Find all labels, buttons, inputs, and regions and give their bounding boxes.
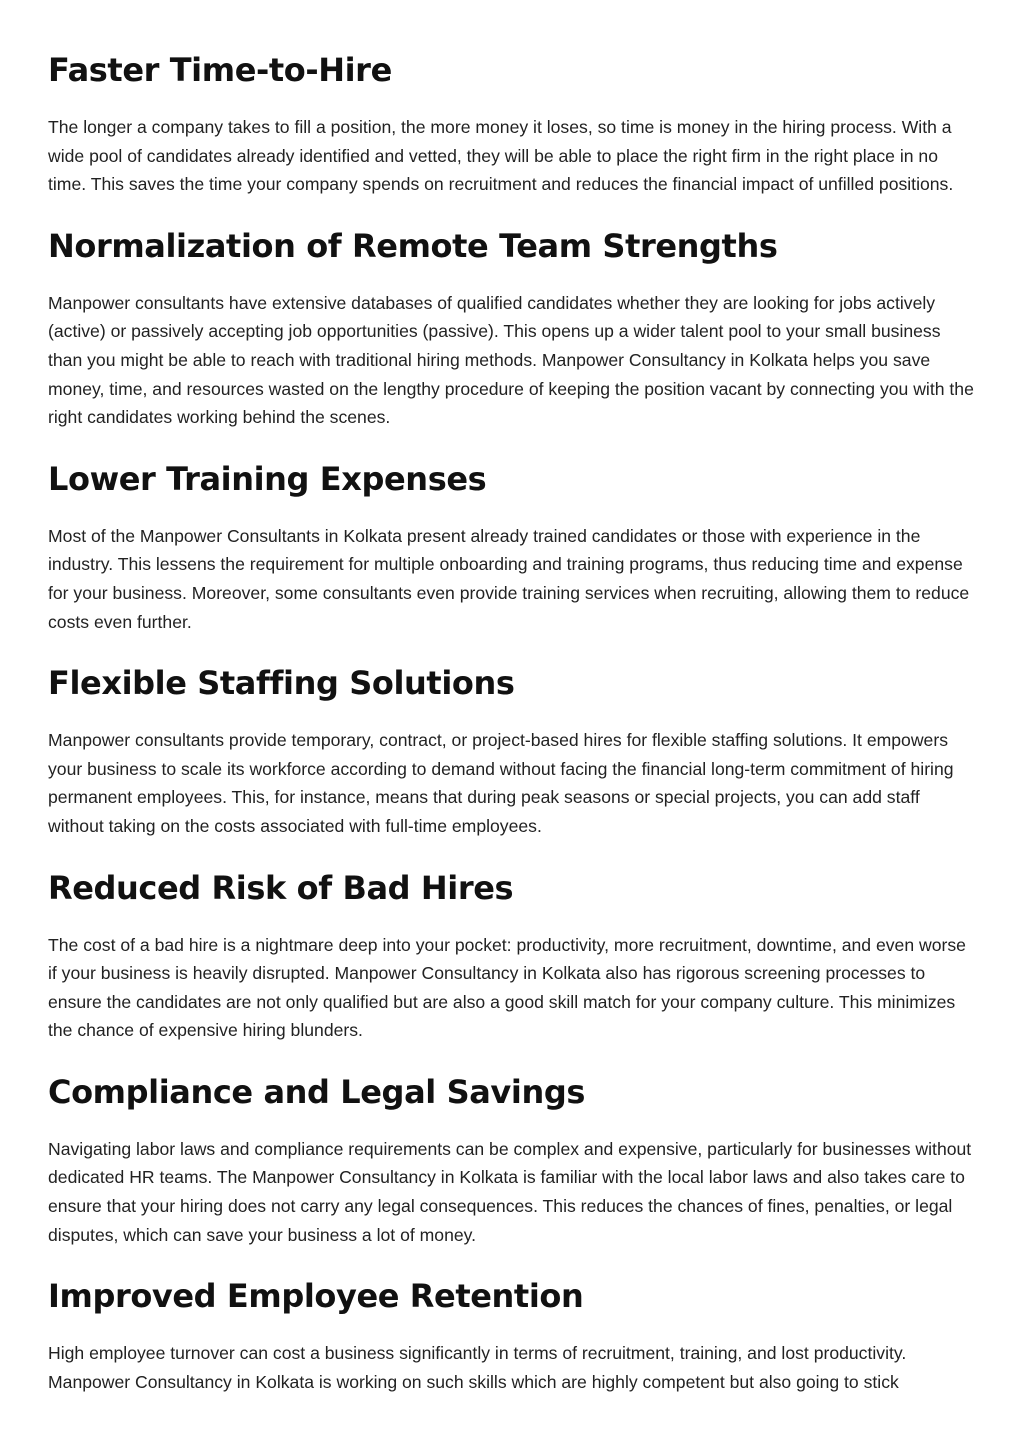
section-body: Navigating labor laws and compliance requirements can be complex and expensive, particularly for businesses without dedicated HR teams. The Manpower Consultancy in Kolkata is familiar with the local labor laws and also takes care to ensure that your hiring does not carry any legal consequences. This reduces the chances of fines, penalties, or legal disputes, which can save your business a lot of money. bbox=[48, 1138, 972, 1245]
section-heading: Faster Time-to-Hire bbox=[48, 51, 392, 89]
section-body: Most of the Manpower Consultants in Kolkata present already trained candidates or those with experience in the industry. This lessens the requirement for multiple onboarding and training programs, thus reducing time and expense for your business. Moreover, some consultants even provide training services when recruiting, allowing them to reduce costs even further. bbox=[48, 525, 970, 632]
section-body: Manpower consultants provide temporary, contract, or project-based hires for flexible staffing solutions. It empowers your business to scale its workforce according to demand without facing the financial long-term commitment of hiring permanent employees. This, for instance, means that during peak seasons or special projects, you can add staff without taking on the costs associated with full-time employees. bbox=[48, 730, 954, 836]
section-heading: Flexible Staffing Solutions bbox=[48, 664, 515, 703]
section-heading: Normalization of Remote Team Strengths bbox=[48, 226, 778, 265]
section-body: Manpower consultants have extensive databases of qualified candidates whether they are looking for jobs actively (active) or passively accepting job opportunities (passive). This opens up a wider talent pool to your small business than you might be able to reach with traditional hiring methods. Manpower Consultancy in Kolkata helps you save money, time, and resources wasted on the lengthy procedure of keeping the position vacant by connecting you with the right candidates working behind the scenes. bbox=[48, 292, 974, 428]
section-employee-retention bbox=[48, 1272, 978, 1396]
section-body: High employee turnover can cost a business significantly in terms of recruitment, training, and lost productivity. Manpower Consultancy in Kolkata is working on such skills which are highly competent but also going to stick bbox=[48, 1343, 907, 1392]
section-compliance-legal bbox=[48, 1068, 978, 1249]
section-lower-training-expenses bbox=[48, 455, 978, 636]
section-remote-team-strengths bbox=[48, 222, 978, 432]
section-flexible-staffing bbox=[48, 659, 978, 840]
section-body: The longer a company takes to fill a position, the more money it loses, so time is money in the hiring process. With a wide pool of candidates already identified and vetted, they will be able to place the right firm in the right place in no time. This saves the time your company spends on recruitment and reduces the financial impact of unfilled positions. bbox=[48, 117, 954, 195]
section-heading: Lower Training Expenses bbox=[48, 459, 487, 498]
section-heading: Reduced Risk of Bad Hires bbox=[48, 868, 514, 907]
section-reduced-risk bbox=[48, 864, 978, 1045]
section-body: The cost of a bad hire is a nightmare deep into your pocket: productivity, more recruitment, downtime, and even worse if your business is heavily disrupted. Manpower Consultancy in Kolkata also has rigorous screening processes to ensure the candidates are not only qualified but are also a good skill match for your company culture. This minimizes the chance of expensive hiring blunders. bbox=[48, 934, 966, 1041]
section-faster-time-to-hire bbox=[48, 46, 978, 199]
section-heading: Improved Employee Retention bbox=[48, 1277, 584, 1316]
article bbox=[48, 46, 978, 1419]
section-heading: Compliance and Legal Savings bbox=[48, 1072, 585, 1111]
